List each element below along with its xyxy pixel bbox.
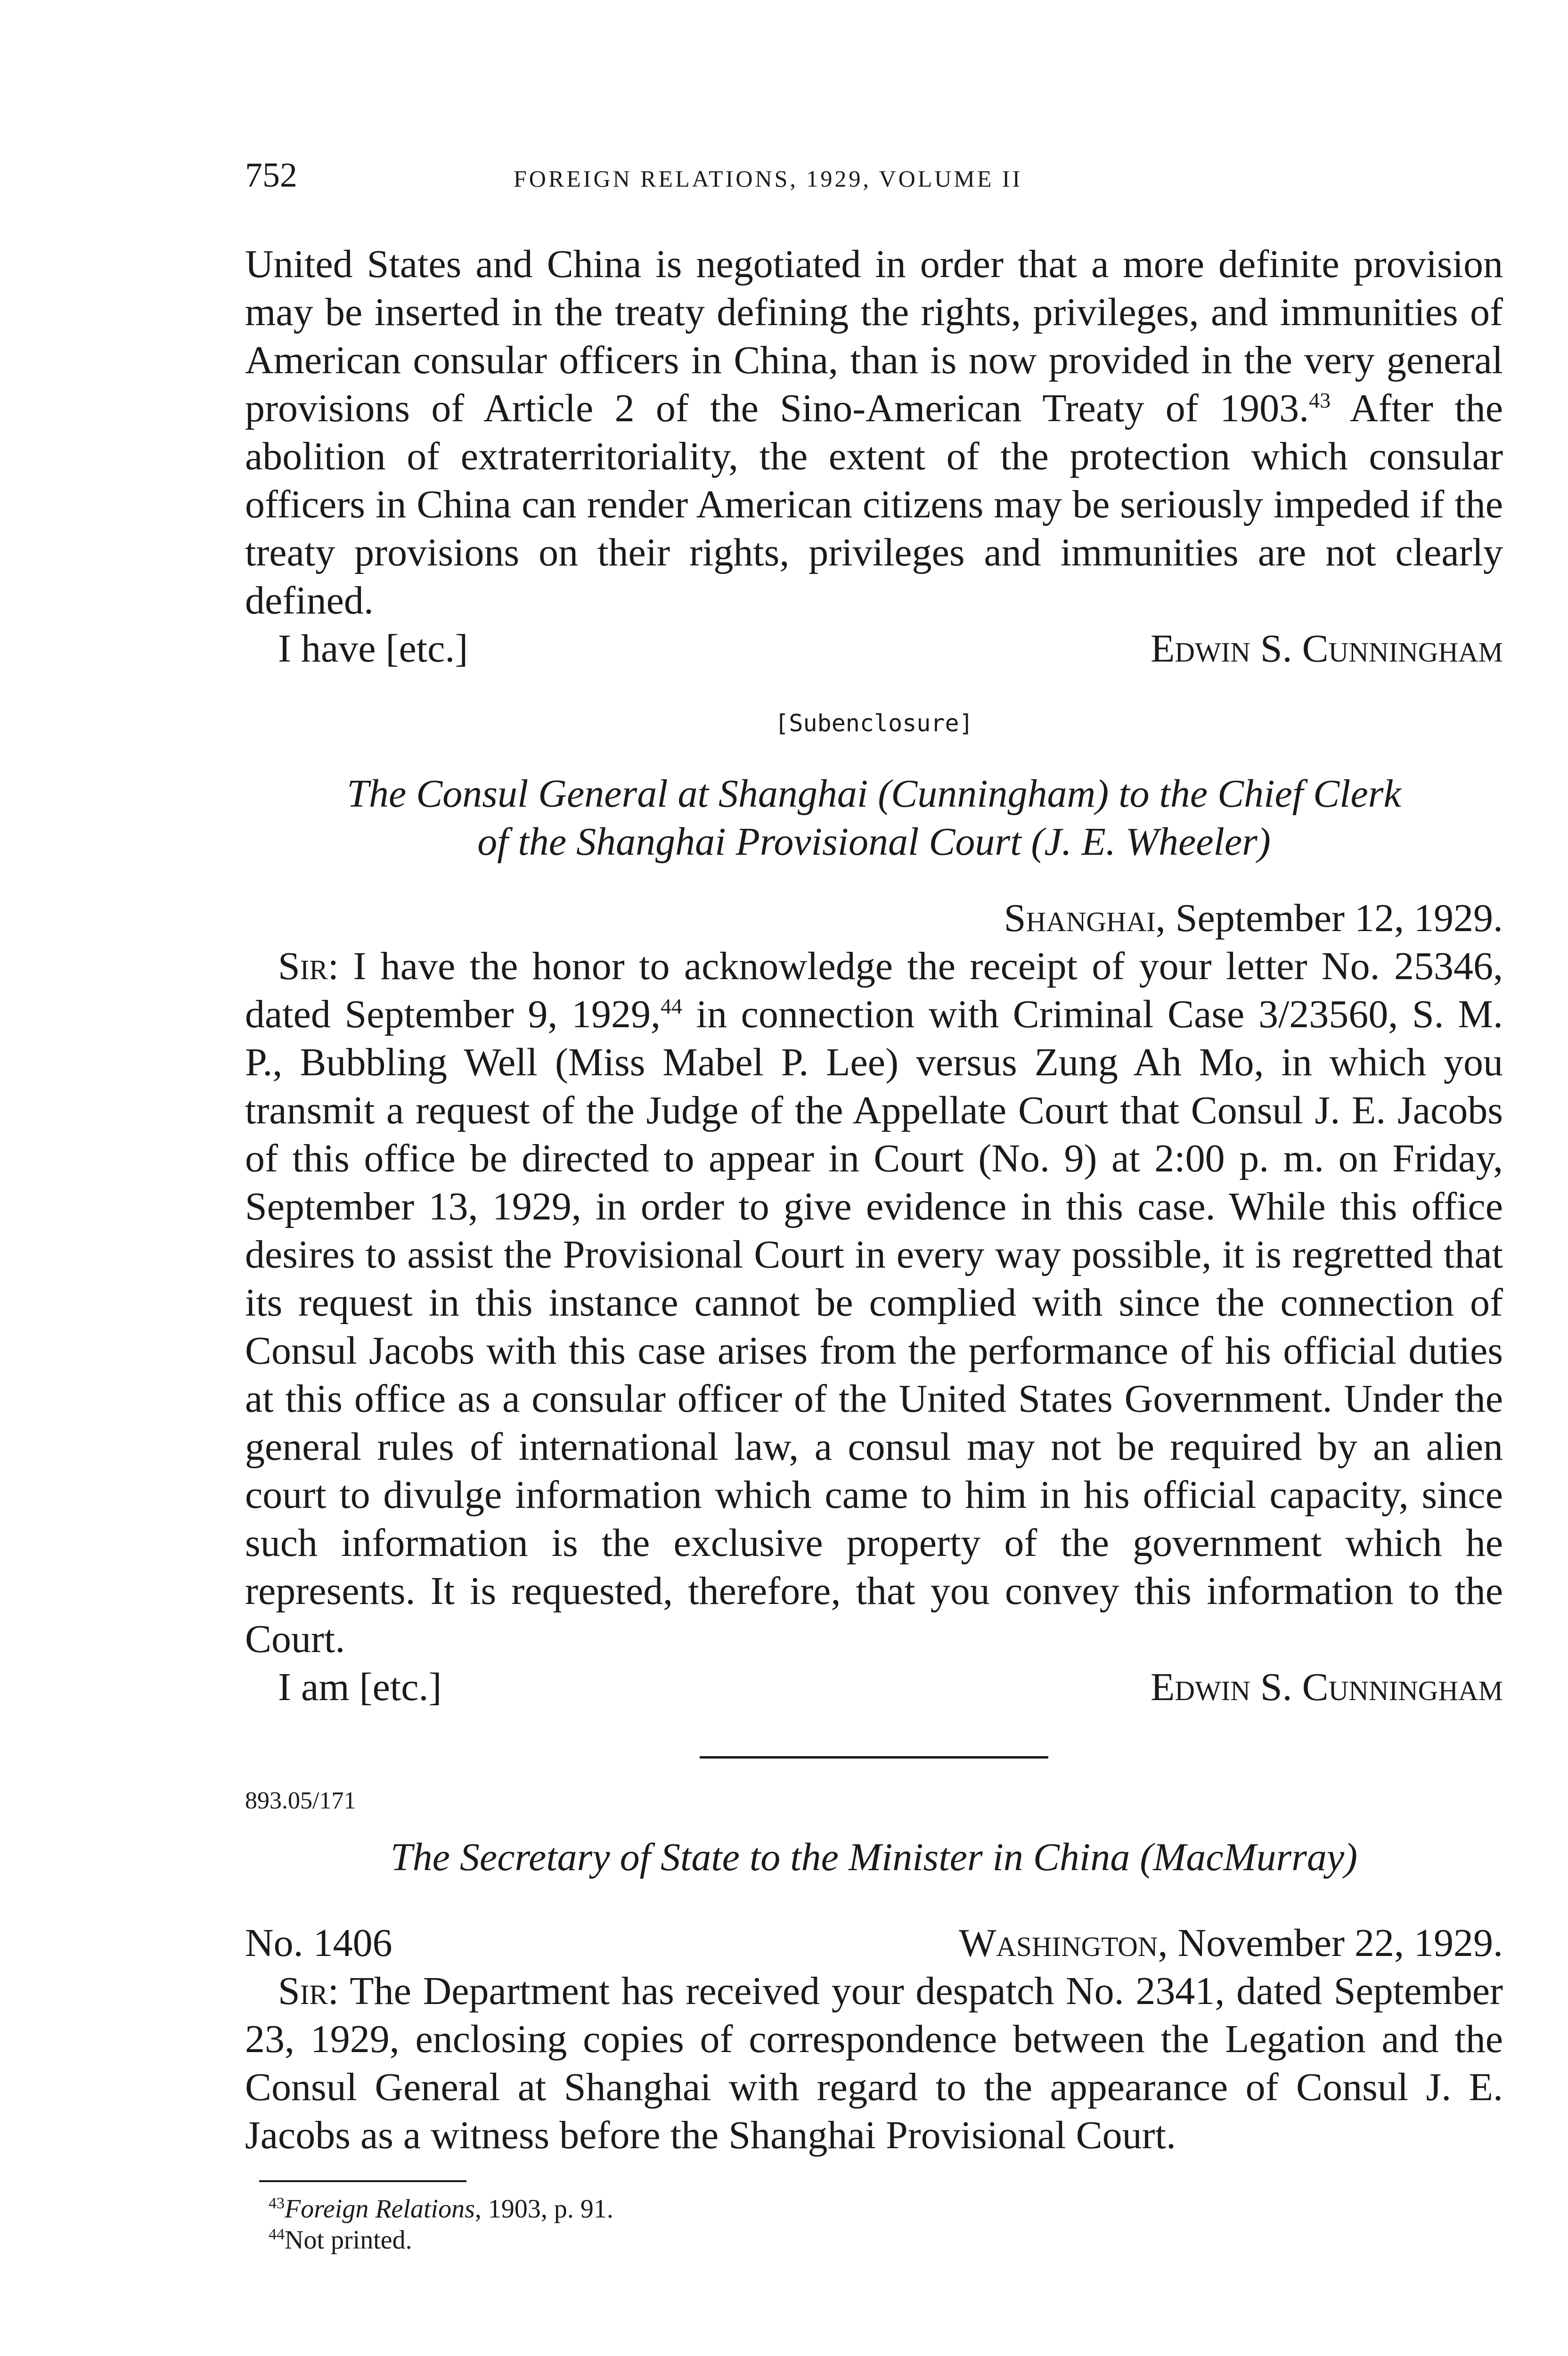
footnote-ref-43: 43 <box>1309 388 1331 412</box>
subenclosure-dateline: Shanghai, September 12, 1929. <box>1004 896 1503 940</box>
subenclosure-body: Sir: I have the honor to acknowledge the receipt of your letter No. 25346, dated September 9, 1929,44 in connection with Criminal Case 3/23560, S. M. P., Bubbling Well (Miss Mabel P. Lee) versus Zung Ah Mo, in which you transmit a request of the Judge of the Appellate Court that Consul J. E. Jacobs of this office be directed to appear in Court (No. 9) at 2:00 p. m. on Friday, September 13, 1929, in order to give evidence in this case. While this office desires to assist the Provisional Court in every way possible, it is regretted that its request in this instance cannot be complied with since the connection of Consul Jacobs with this case arises from the performance of his official duties at this office as a consular officer of the United States Government. Under the general rules of international law, a consul may not be required by an alien court to divulge information which came to him in his official capacity, since such information is the exclusive property of the government which he represents. It is requested, therefore, that you convey this information to the Court. <box>245 944 1503 1661</box>
subenclosure-label: [Subenclosure] <box>775 710 973 737</box>
signature: Edwin S. Cunningham <box>1151 1665 1503 1709</box>
closing-text: I am [etc.] <box>278 1665 442 1709</box>
subenclosure-heading: The Consul General at Shanghai (Cunningham) to the Chief Clerk of the Shanghai Provisional Court (J. E. Wheeler) <box>347 772 1401 864</box>
document-body: Sir: The Department has received your despatch No. 2341, dated September 23, 1929, enclosing copies of correspondence between the Legation and the Consul General at Shanghai with regard to the appearance of Consul J. E. Jacobs as a witness before the Shanghai Provisional Court. <box>245 1969 1503 2157</box>
continuation-paragraph: United States and China is negotiated in order that a more definite provision may be inserted in the treaty defining the rights, privileges, and immunities of American consular officers in China, than is now provided in the very general provisions of Article 2 of the Sino-American Treaty of 1903.43 After the abolition of extraterritoriality, the extent of the protection which consular officers in China can render American citizens may be seriously impeded if the treaty provisions on their rights, privileges and immunities are not clearly defined. <box>245 242 1503 622</box>
running-title: FOREIGN RELATIONS, 1929, VOLUME II <box>514 165 1023 192</box>
page-number: 752 <box>245 156 297 195</box>
document-heading: The Secretary of State to the Minister in China (MacMurray) <box>390 1835 1358 1879</box>
document-page <box>245 155 1503 2256</box>
closing-text: I have [etc.] <box>278 627 468 671</box>
running-head <box>245 155 1503 207</box>
footnote-ref-44: 44 <box>661 994 683 1018</box>
closing-line-2 <box>245 1663 1503 1711</box>
footnote-43: $^{43}$Foreign Relations, 1903, p. 91. <box>269 2194 613 2224</box>
closing-line-1 <box>245 625 1503 673</box>
despatch-number: No. 1406 <box>245 1921 392 1965</box>
footnote-rule <box>259 2180 466 2182</box>
signature: Edwin S. Cunningham <box>1151 627 1503 671</box>
number-dateline <box>245 1919 1503 1967</box>
dateline: Washington, November 22, 1929. <box>959 1921 1503 1965</box>
footnote-44: $^{44}$Not printed. <box>269 2225 412 2255</box>
file-number: 893.05/171 <box>245 1787 356 1814</box>
section-divider <box>700 1756 1048 1759</box>
